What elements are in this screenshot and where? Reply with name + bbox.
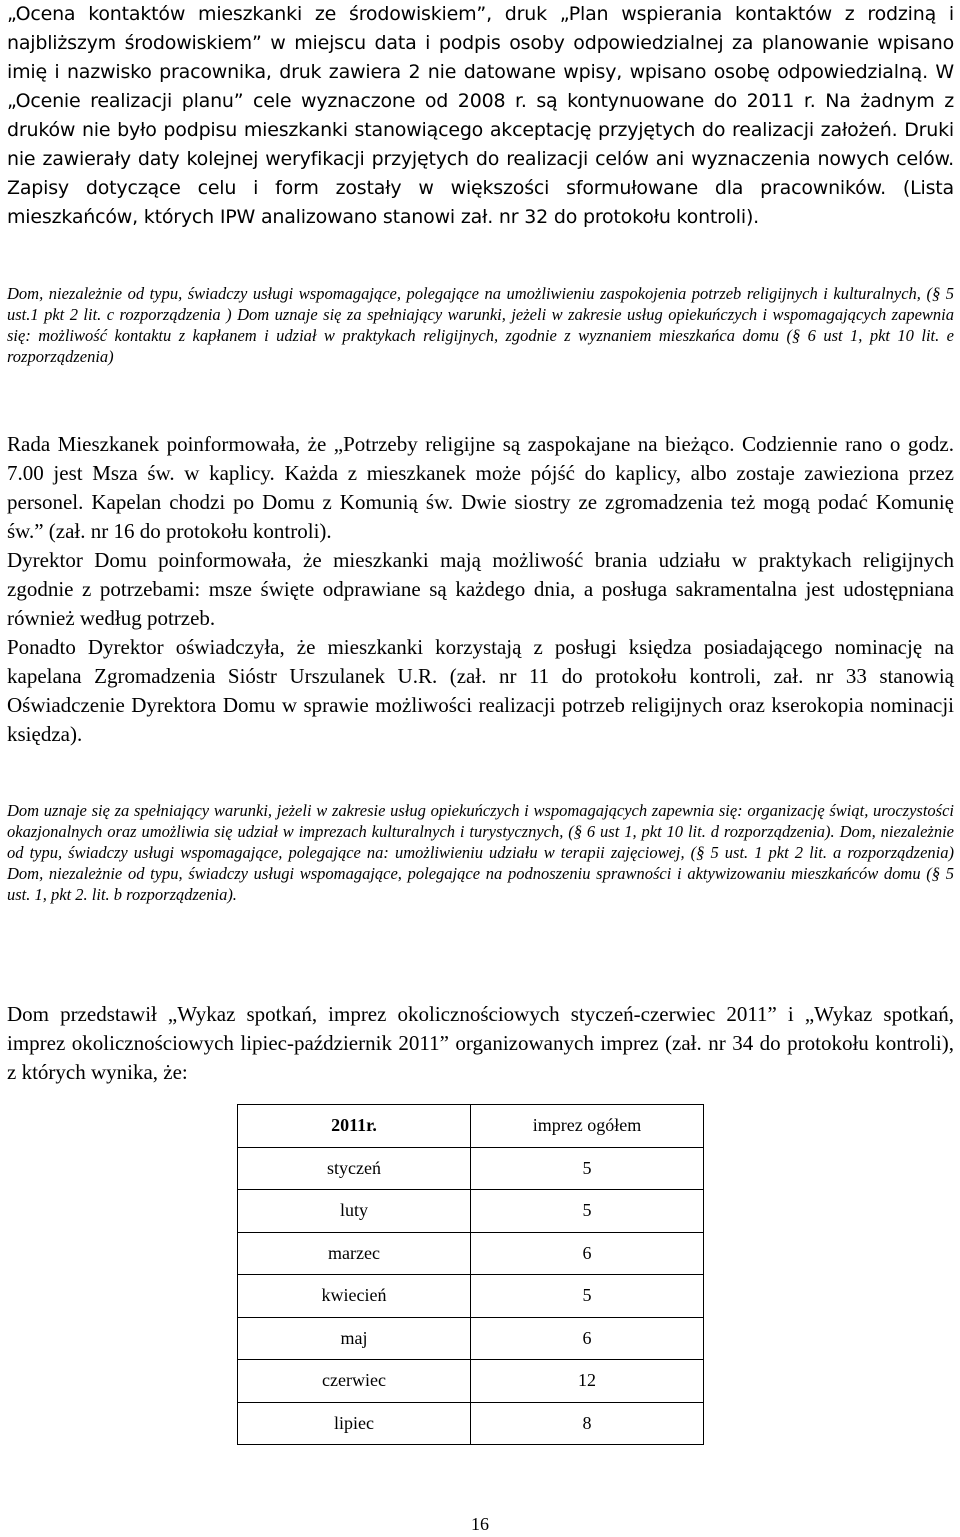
- table-row: [238, 1232, 704, 1275]
- table-cell-count: 12: [471, 1360, 704, 1403]
- section-religious-needs: [7, 430, 954, 749]
- table-cell-count: 5: [471, 1190, 704, 1233]
- table-cell-month: maj: [238, 1317, 471, 1360]
- table-header-total: imprez ogółem: [471, 1105, 704, 1148]
- table-cell-month: marzec: [238, 1232, 471, 1275]
- table-cell-count: 5: [471, 1275, 704, 1318]
- paragraph-text: Dom uznaje się za spełniający warunki, jeżeli w zakresie usług opiekuńczych i wspomagających zapewnia się: organizację świąt, uroczystości okazjonalnych oraz umożliwia się udział w imprezach kulturalnych i turystycznych, (§ 6 ust 1, pkt 10 lit. d rozporządzenia). Dom, niezależnie od typu, świadczy usługi wspomagające, polegające na: umożliwieniu udziału w terapii zajęciowej, (§ 5 ust. 1 pkt 2 lit. a rozporządzenia) Dom, niezależnie od typu, świadczy usługi wspomagające, polegające na podnoszeniu sprawności i aktywizowaniu mieszkańców domu (§ 5 ust. 1, pkt 2. lit. b rozporządzenia).: [7, 801, 954, 904]
- table-row: [238, 1190, 704, 1233]
- table-row: [238, 1360, 704, 1403]
- paragraph-contacts-evaluation: [7, 0, 954, 232]
- table-cell-count: 5: [471, 1147, 704, 1190]
- table-row: [238, 1275, 704, 1318]
- table-cell-month: kwiecień: [238, 1275, 471, 1318]
- table-cell-count: 6: [471, 1232, 704, 1275]
- table-row: [238, 1147, 704, 1190]
- table-row: [238, 1317, 704, 1360]
- table-cell-month: lipiec: [238, 1402, 471, 1445]
- paragraph-events-list: [7, 1000, 954, 1087]
- table-header-year: 2011r.: [238, 1105, 471, 1148]
- paragraph-text: Dom, niezależnie od typu, świadczy usługi wspomagające, polegające na umożliwieniu zaspokojenia potrzeb religijnych i kulturalnych, (§ 5 ust.1 pkt 2 lit. c rozporządzenia ) Dom uznaje się za spełniający warunki, jeżeli w zakresie usług opiekuńczych i wspomagających zapewnia się: możliwość kontaktu z kapłanem i udział w praktykach religijnych, zgodnie z wyznaniem mieszkańca domu (§ 6 ust 1, pkt 10 lit. e rozporządzenia): [7, 284, 954, 366]
- paragraph-director-info: Dyrektor Domu poinformowała, że mieszkanki mają możliwość brania udziału w praktykach religijnych zgodnie z potrzebami: msze święte odprawiane są każdego dnia, a posługa sakramentalna jest udostępniana również według potrzeb.: [7, 548, 954, 630]
- paragraph-regulation-events: [7, 800, 954, 905]
- paragraph-director-statement: Ponadto Dyrektor oświadczyła, że mieszkanki korzystają z posługi księdza posiadającego nominację na kapelana Zgromadzenia Sióstr Urszulanek U.R. (zał. nr 11 do protokołu kontroli, zał. nr 33 stanowią Oświadczenie Dyrektora Domu w sprawie możliwości realizacji potrzeb religijnych oraz kserokopia nominacji księdza).: [7, 635, 954, 746]
- table-cell-count: 8: [471, 1402, 704, 1445]
- paragraph-text: „Ocena kontaktów mieszkanki ze środowiskiem”, druk „Plan wspierania kontaktów z rodziną i najbliższym środowiskiem” w miejscu data i podpis osoby odpowiedzialnej za planowanie wpisano imię i nazwisko pracownika, druk zawiera 2 nie datowane wpisy, wpisano osobę odpowiedzialną. W „Ocenie realizacji planu” cele wyznaczone od 2008 r. są kontynuowane do 2011 r. Na żadnym z druków nie było podpisu mieszkanki stanowiącego akceptację przyjętych do realizacji założeń. Druki nie zawierały daty kolejnej weryfikacji przyjętych do realizacji celów ani wyznaczenia nowych celów. Zapisy dotyczące celu i form zostały w większości sformułowane dla pracowników. (Lista mieszkańców, których IPW analizowano stanowi zał. nr 32 do protokołu kontroli).: [7, 3, 954, 228]
- paragraph-residents-council: Rada Mieszkanek poinformowała, że „Potrzeby religijne są zaspokajane na bieżąco. Codziennie rano o godz. 7.00 jest Msza św. w kaplicy. Każda z mieszkanek może pójść do kaplicy, albo zostaje zawieziona przez personel. Kapelan chodzi po Domu z Komunią św. Dwie siostry ze zgromadzenia też mogą podać Komunię św.” (zał. nr 16 do protokołu kontroli).: [7, 432, 954, 543]
- table-header-row: [238, 1105, 704, 1148]
- table-row: [238, 1402, 704, 1445]
- table-cell-count: 6: [471, 1317, 704, 1360]
- events-table-wrap: [237, 1104, 704, 1445]
- table-cell-month: czerwiec: [238, 1360, 471, 1403]
- table-cell-month: styczeń: [238, 1147, 471, 1190]
- table-cell-month: luty: [238, 1190, 471, 1233]
- paragraph-regulation-religious: [7, 283, 954, 367]
- paragraph-text: Dom przedstawił „Wykaz spotkań, imprez okolicznościowych styczeń-czerwiec 2011” i „Wykaz spotkań, imprez okolicznościowych lipiec-październik 2011” organizowanych imprez (zał. nr 34 do protokołu kontroli), z których wynika, że:: [7, 1002, 954, 1084]
- page-number: 16: [471, 1514, 489, 1534]
- events-table: [237, 1104, 704, 1445]
